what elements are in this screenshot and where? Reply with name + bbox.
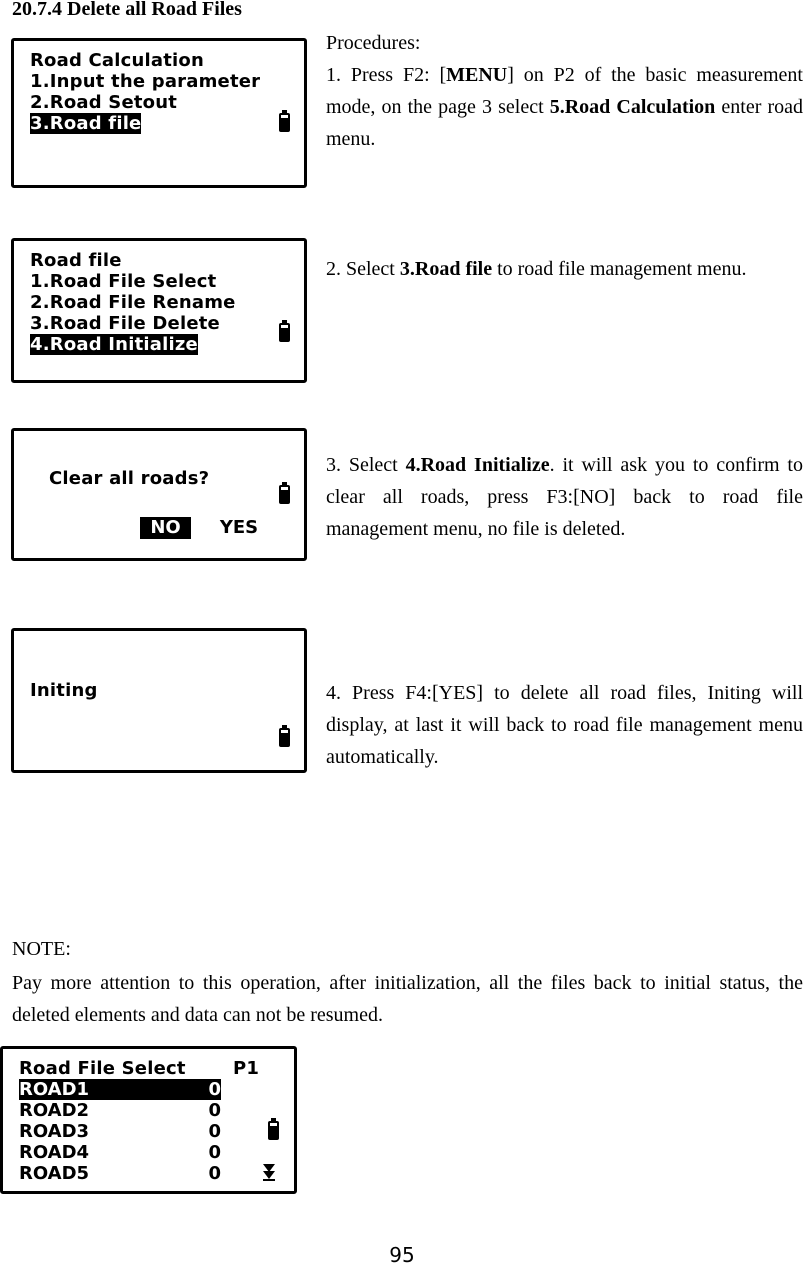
lcd-screen-road-file: [11, 238, 307, 383]
initing-status: Initing: [30, 680, 98, 701]
battery-icon: [268, 1121, 279, 1140]
lcd-screen-initing: [11, 628, 307, 773]
section-heading: 20.7.4 Delete all Road Files: [12, 0, 242, 20]
menu-item-road-file[interactable]: [30, 113, 141, 134]
note-text: Pay more attention to this operation, after initialization, all the files back to initial status, the deleted elements and data can not be resumed.: [12, 972, 803, 1026]
scroll-down-icon[interactable]: [261, 1162, 277, 1182]
road-name: ROAD1: [19, 1079, 90, 1100]
page-number: 95: [389, 1243, 415, 1267]
battery-icon: [279, 323, 290, 342]
page-indicator: P1: [233, 1058, 260, 1079]
lcd-screen-road-calculation: [11, 38, 307, 188]
road-name: ROAD2: [19, 1100, 90, 1121]
battery-icon: [279, 113, 290, 132]
menu-item-road-initialize[interactable]: [30, 334, 198, 355]
lcd-screen-clear-roads-confirm: [11, 428, 307, 561]
step-4-text: 4. Press F4:[YES] to delete all road files, Initing will display, at last it will back to road file management menu automatically.: [326, 682, 803, 768]
road-point-count: 0: [208, 1100, 221, 1121]
step-2-text: 2. Select 3.Road file to road file management menu.: [326, 258, 747, 280]
road-name: ROAD3: [19, 1121, 90, 1142]
step-3-text: 3. Select 4.Road Initialize. it will ask you to confirm to clear all roads, press F3:[NO] back to road file management menu, no file is deleted.: [326, 454, 803, 540]
menu-item-road-file-rename[interactable]: 2.Road File Rename: [30, 292, 236, 313]
road-point-count: 0: [208, 1121, 221, 1142]
road-name: ROAD5: [19, 1163, 90, 1184]
no-softkey[interactable]: NO: [140, 517, 191, 539]
road-point-count: 0: [208, 1163, 221, 1184]
menu-item-road-file-select[interactable]: 1.Road File Select: [30, 271, 217, 292]
menu-item-input-parameter[interactable]: 1.Input the parameter: [30, 71, 261, 92]
step-procedures-label: Procedures:: [326, 32, 421, 54]
menu-item-road-file-delete[interactable]: 3.Road File Delete: [30, 313, 220, 334]
menu-item-road-setout[interactable]: 2.Road Setout: [30, 92, 178, 113]
selected-item-label: 3.Road file: [30, 113, 142, 134]
battery-icon: [279, 485, 290, 504]
lcd-screen-road-file-select: [0, 1046, 297, 1194]
lcd-title: Road File Select: [19, 1058, 186, 1079]
selected-item-label: 4.Road Initialize: [30, 334, 198, 355]
road-point-count: 0: [208, 1142, 221, 1163]
road-name: ROAD4: [19, 1142, 90, 1163]
road-point-count: 0: [208, 1079, 221, 1100]
yes-softkey[interactable]: YES: [219, 517, 259, 538]
note-label: NOTE:: [12, 938, 71, 960]
lcd-title: Road file: [30, 250, 122, 271]
battery-icon: [279, 728, 290, 747]
lcd-title: Road Calculation: [30, 50, 205, 71]
step-1-text: 1. Press F2: [MENU] on P2 of the basic measurement mode, on the page 3 select 5.Road Calculation enter road menu.: [326, 64, 803, 150]
confirm-prompt: Clear all roads?: [49, 468, 210, 489]
